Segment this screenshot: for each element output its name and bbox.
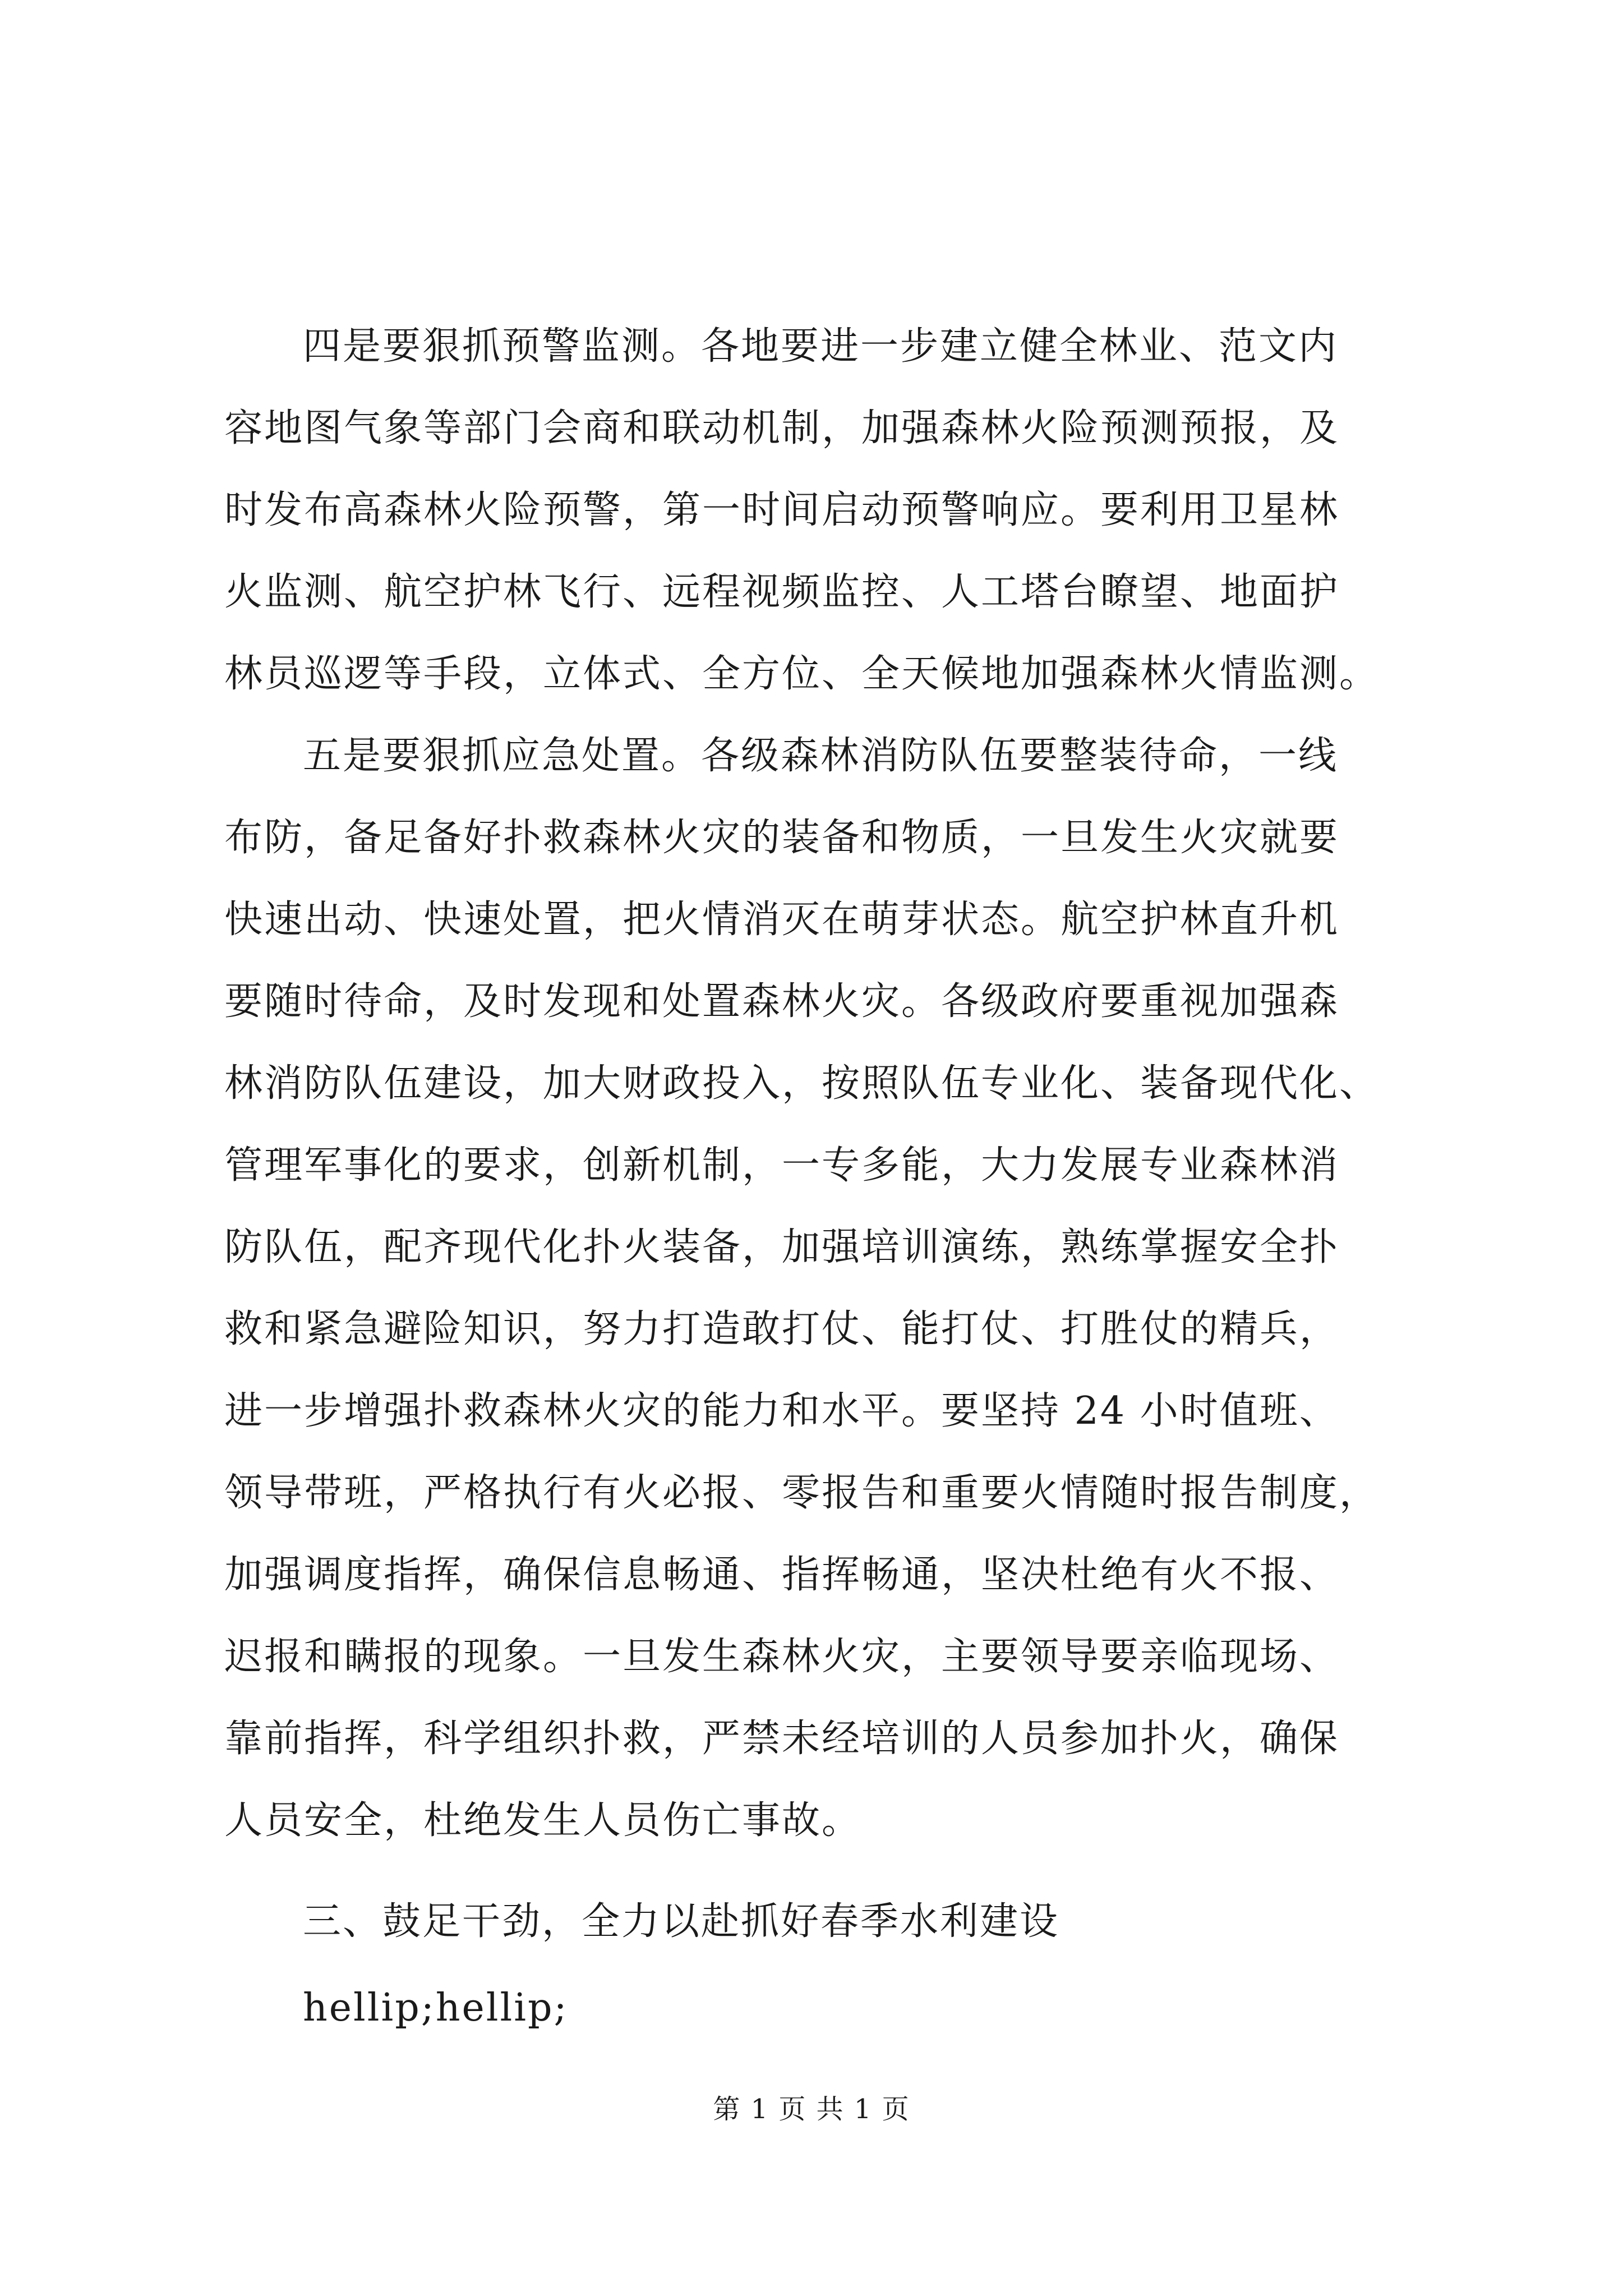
paragraph-line: 时发布高森林火险预警，第一时间启动预警响应。要利用卫星林 <box>224 488 1340 532</box>
paragraph-line: 加强调度指挥，确保信息畅通、指挥畅通，坚决杜绝有火不报、 <box>224 1553 1340 1597</box>
paragraph-line: 容地图气象等部门会商和联动机制，加强森林火险预测预报，及 <box>224 406 1340 450</box>
paragraph-line: 领导带班，严格执行有火必报、零报告和重要火情随时报告制度， <box>224 1471 1380 1515</box>
page-footer: 第 1 页 共 1 页 <box>713 2093 910 2125</box>
paragraph-line: 迟报和瞒报的现象。一旦发生森林火灾，主要领导要亲临现场、 <box>224 1635 1340 1679</box>
paragraph-line: 四是要狠抓预警监测。各地要进一步建立健全林业、范文内 <box>303 324 1339 369</box>
paragraph-line: 人员安全，杜绝发生人员伤亡事故。 <box>224 1798 862 1843</box>
ellipsis-text: hellip;hellip; <box>303 1986 569 2030</box>
paragraph-line: 救和紧急避险知识，努力打造敢打仗、能打仗、打胜仗的精兵， <box>224 1307 1340 1351</box>
paragraph-four <box>224 306 1419 715</box>
paragraph-line: 靠前指挥，科学组织扑救，严禁未经培训的人员参加扑火，确保 <box>224 1717 1340 1761</box>
paragraph-line: 火监测、航空护林飞行、远程视频监控、人工塔台瞭望、地面护 <box>224 570 1340 614</box>
paragraph-line: 进一步增强扑救森林火灾的能力和水平。要坚持 24 小时值班、 <box>224 1389 1339 1433</box>
paragraph-line: 管理军事化的要求，创新机制，一专多能，大力发展专业森林消 <box>224 1143 1340 1188</box>
paragraph-line: 防队伍，配齐现代化扑火装备，加强培训演练，熟练掌握安全扑 <box>224 1225 1340 1269</box>
paragraph-line: 快速出动、快速处置，把火情消灭在萌芽状态。航空护林直升机 <box>224 898 1340 942</box>
paragraph-line: 要随时待命，及时发现和处置森林火灾。各级政府要重视加强森 <box>224 979 1340 1024</box>
paragraph-five <box>224 715 1419 1862</box>
paragraph-line: 林员巡逻等手段，立体式、全方位、全天候地加强森林火情监测。 <box>224 652 1380 696</box>
paragraph-line: 林消防队伍建设，加大财政投入，按照队伍专业化、装备现代化、 <box>224 1061 1380 1106</box>
document-body <box>224 306 1419 2049</box>
section-heading: 三、鼓足干劲，全力以赴抓好春季水利建设 <box>303 1899 1060 1944</box>
paragraph-line: 五是要狠抓应急处置。各级森林消防队伍要整装待命，一线 <box>303 734 1339 778</box>
paragraph-line: 布防，备足备好扑救森林火灾的装备和物质，一旦发生火灾就要 <box>224 816 1340 860</box>
